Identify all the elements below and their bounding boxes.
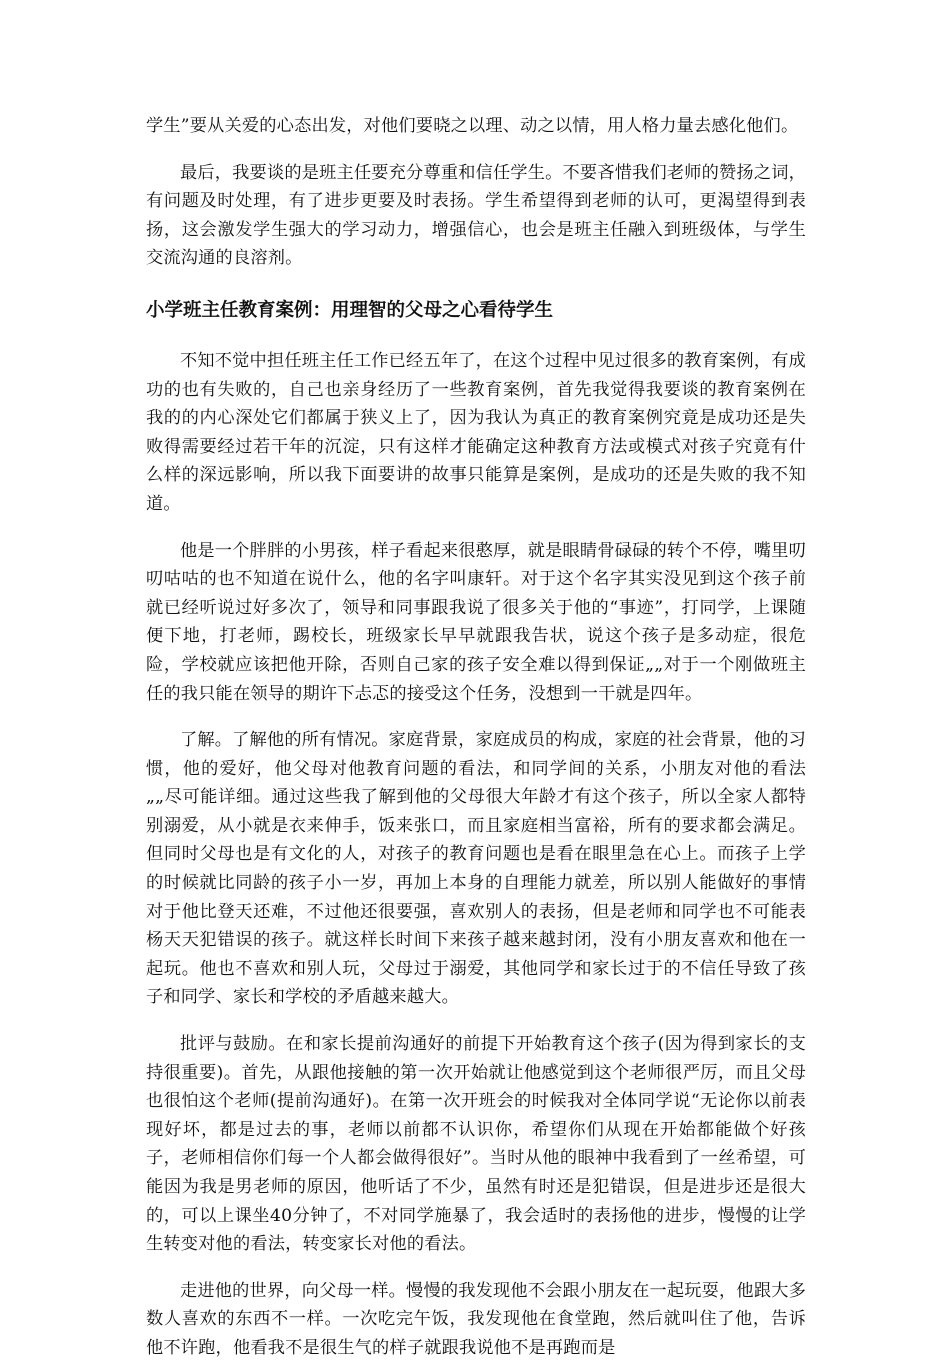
paragraph-respect-trust: 最后，我要谈的是班主任要充分尊重和信任学生。不要吝惜我们老师的赞扬之词，有问题及时处理，有了进步更要及时表扬。学生希望得到老师的认可，更渴望得到表扬，这会激发学生强大的学习动力，增强信心，也会是班主任融入到班级体，与学生交流沟通的良溶剂。 [146, 162, 806, 269]
paragraph-student-description: 他是一个胖胖的小男孩，样子看起来很憨厚，就是眼睛骨碌碌的转个不停，嘴里叨叨咕咕的也不知道在说什么，他的名字叫康轩。对于这个名字其实没见到这个孩子前就已经听说过好多次了，领导和同事跟我说了很多关于他的“事迹”，打同学，上课随便下地，打老师，踢校长，班级家长早早就跟我告状，说这个孩子是多动症，很危险，学校就应该把他开除，否则自己家的孩子安全难以得到保证„„对于一个刚做班主任的我只能在领导的期许下忐忑的接受这个任务，没想到一干就是四年。 [146, 540, 806, 704]
paragraph-entering-his-world: 走进他的世界，向父母一样。慢慢的我发现他不会跟小朋友在一起玩耍，他跟大多数人喜欢的东西不一样。一次吃完午饭，我发现他在食堂跑，然后就叫住了他，告诉他不许跑，他看我不是很生气的样子就跟我说他不是再跑而是 [146, 1280, 806, 1358]
section-title: 小学班主任教育案例：用理智的父母之心看待学生 [146, 299, 554, 321]
paragraph-criticism-encouragement: 批评与鼓励。在和家长提前沟通好的前提下开始教育这个孩子(因为得到家长的支持很重要)。首先，从跟他接触的第一次开始就让他感觉到这个老师很严厉，而且父母也很怕这个老师(提前沟通好)。在第一次开班会的时候我对全体同学说“无论你以前表现好坏，都是过去的事，老师以前都不认识你，希望你们从现在开始都能做个好孩子，老师相信你们每一个人都会做得很好”。当时从他的眼神中我看到了一丝希望，可能因为我是男老师的原因，他听话了不少，虽然有时还是犯错误，但是进步还是很大的，可以上课坐40分钟了，不对同学施暴了，我会适时的表扬他的进步，慢慢的让学生转变对他的看法，转变家长对他的看法。 [146, 1034, 806, 1255]
paragraph-understanding: 了解。了解他的所有情况。家庭背景，家庭成员的构成，家庭的社会背景，他的习惯，他的爱好，他父母对他教育问题的看法，和同学间的关系，小朋友对他的看法„„尽可能详细。通过这些我了解到他的父母很大年龄才有这个孩子，所以全家人都特别溺爱，从小就是衣来伸手，饭来张口，而且家庭相当富裕，所有的要求都会满足。但同时父母也是有文化的人，对孩子的教育问题也是看在眼里急在心上。而孩子上学的时候就比同龄的孩子小一岁，再加上本身的自理能力就差，所以别人能做好的事情对于他比登天还难，不过他还很要强，喜欢别人的表扬，但是老师和同学也不可能表杨天天犯错误的孩子。就这样长时间下来孩子越来越封闭，没有小朋友喜欢和他在一起玩。他也不喜欢和别人玩，父母过于溺爱，其他同学和家长过于的不信任导致了孩子和同学、家长和学校的矛盾越来越大。 [146, 730, 806, 1008]
paragraph-continuation: 学生”要从关爱的心态出发，对他们要晓之以理、动之以情，用人格力量去感化他们。 [146, 116, 799, 136]
paragraph-intro: 不知不觉中担任班主任工作已经五年了，在这个过程中见过很多的教育案例，有成功的也有失败的，自己也亲身经历了一些教育案例，首先我觉得我要谈的教育案例在我的的内心深处它们都属于狭义上了，因为我认为真正的教育案例究竟是成功还是失败得需要经过若干年的沉淀，只有这样才能确定这种教育方法或模式对孩子究竟有什么样的深远影响，所以我下面要讲的故事只能算是案例，是成功的还是失败的我不知道。 [146, 350, 806, 514]
document-page [146, 112, 806, 1363]
